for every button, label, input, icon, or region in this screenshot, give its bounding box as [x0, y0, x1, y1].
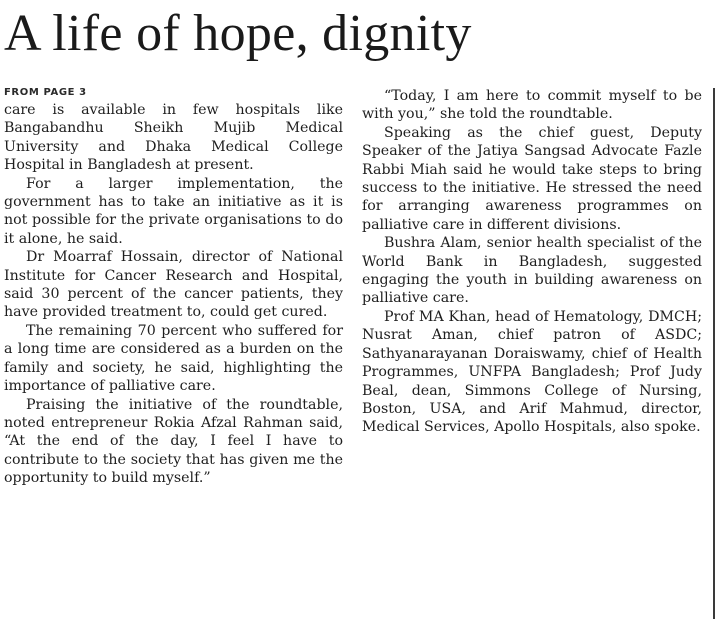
paragraph: Praising the initiative of the roundtable, noted entrepreneur Rokia Afzal Rahman said, “At the end of the day, I feel I have to contribute to the society that has given me the opportunity to build myself.” — [4, 396, 343, 487]
paragraph: Speaking as the chief guest, Deputy Speaker of the Jatiya Sangsad Advocate Fazle Rabbi Miah said he would take steps to bring success to the initiative. He stressed the need for arranging awareness programmes on palliative care in different divisions. — [362, 124, 702, 233]
paragraph: The remaining 70 percent who suffered for a long time are considered as a burden on the family and society, he said, highlighting the importance of palliative care. — [4, 322, 343, 395]
continuation-kicker: FROM PAGE 3 — [4, 87, 87, 98]
paragraph: Dr Moarraf Hossain, director of National Institute for Cancer Research and Hospital, said 30 percent of the cancer patients, they have provided treatment to, could get cured. — [4, 249, 343, 321]
paragraph: Bushra Alam, senior health specialist of the World Bank in Bangladesh, suggested engaging the youth in building awareness on palliative care. — [362, 235, 702, 307]
article-column-left — [4, 86, 343, 488]
paragraph: “Today, I am here to commit myself to be with you,” she told the roundtable. — [362, 88, 702, 123]
article-column-right — [362, 87, 702, 437]
paragraph: For a larger implementation, the government has to take an initiative as it is not possible for the private organisations to do it alone, he said. — [4, 175, 343, 247]
column-rule — [713, 88, 715, 619]
paragraph: care is available in few hospitals like Bangabandhu Sheikh Mujib Medical University and Dhaka Medical College Hospital in Bangladesh at present. — [4, 102, 343, 174]
headline: A life of hope, dignity — [4, 5, 472, 62]
paragraph: Prof MA Khan, head of Hematology, DMCH; Nusrat Aman, chief patron of ASDC; Sathyanarayanan Doraiswamy, chief of Health Programmes, UNFPA Bangladesh; Prof Judy Beal, dean, Simmons College of Nursing, Boston, USA, and Arif Mahmud, director, Medical Services, Apollo Hospitals, also spoke. — [362, 308, 702, 436]
